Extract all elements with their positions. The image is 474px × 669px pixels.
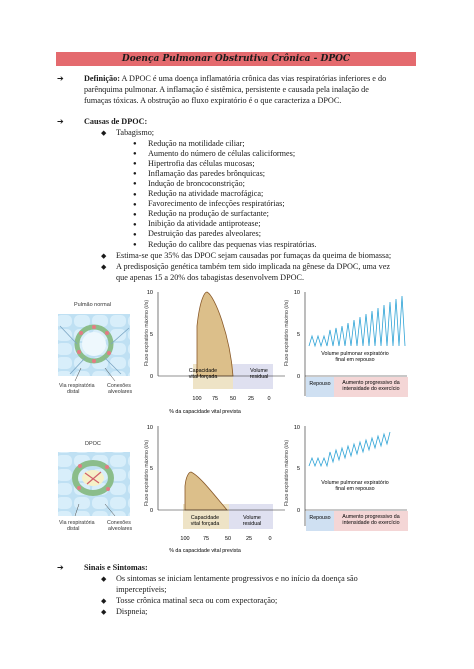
xtick: 50 <box>224 536 232 542</box>
label-capacidade-2: vital forçada <box>188 374 218 380</box>
diamond-bullet-icon: ◆ <box>101 575 107 583</box>
xtick: 0 <box>267 396 271 402</box>
label-volume-1: Volume <box>250 368 268 374</box>
figure-panel <box>55 286 417 556</box>
label-vol-final-2: final em repouso <box>335 357 375 363</box>
figure-svg <box>55 286 417 556</box>
label-via-1: Via respiratória <box>59 383 95 389</box>
tidal-volume-chart-normal <box>284 290 408 397</box>
xtick: 100 <box>180 536 190 542</box>
label-conexoes-2: alveolares <box>108 526 133 532</box>
causa-item: Hipertrofia das células mucosas; <box>148 158 255 168</box>
sinais-tosse: Tosse crônica matinal seca ou com expectoração; <box>116 596 278 605</box>
causa-item: Inibição da atividade antiprotease; <box>148 219 261 229</box>
xlabel: % da capacidade vital prevista <box>169 548 241 554</box>
dot-bullet-icon: ● <box>133 221 137 228</box>
lung-image-dpoc <box>58 452 130 516</box>
label-repouso: Repouso <box>309 381 331 387</box>
flow-volume-chart-normal <box>144 290 285 415</box>
label-dpoc: DPOC <box>85 441 101 447</box>
label-conexoes-2: alveolares <box>108 389 133 395</box>
arrow-bullet-icon: ➔ <box>57 117 64 126</box>
sinais-dispneia: Dispneia; <box>116 607 148 616</box>
label-via-1: Via respiratória <box>59 520 95 526</box>
xtick: 0 <box>268 536 272 542</box>
ytick: 10 <box>146 425 153 431</box>
ytick: 5 <box>149 466 153 472</box>
ylabel: Fluxo expiratório máximo (ℓ/s) <box>144 439 150 506</box>
ylabel: Fluxo expiratório máximo (ℓ/s) <box>144 299 150 366</box>
title-banner <box>56 52 416 66</box>
dot-bullet-icon: ● <box>133 242 137 248</box>
dot-bullet-icon: ● <box>133 141 137 147</box>
ytick: 0 <box>149 508 153 514</box>
label-conexoes-1: Conexões <box>107 383 131 389</box>
definicao-text-1: A DPOC é uma doença inflamatória crônica das vias respiratórias inferiores e do <box>119 74 387 83</box>
causa-item: Redução na produção de surfactante; <box>148 209 269 219</box>
causa-genetica-2: que apenas 15 a 20% dos tabagistas desenvolvem DPOC. <box>116 273 305 282</box>
dot-bullet-icon: ● <box>133 191 137 198</box>
definicao-text-2: parênquima pulmonar. A inflamação é sistêmica, persistente e causada pela inalação de <box>84 85 369 94</box>
label-capacidade-1: Capacidade <box>188 368 218 374</box>
page-title: Doença Pulmonar Obstrutiva Crônica - DPOC <box>121 54 351 64</box>
ylabel: Fluxo expiratório máximo (ℓ/s) <box>284 299 290 366</box>
causa-item: Redução na atividade macrofágica; <box>148 189 264 198</box>
xtick: 75 <box>202 536 210 542</box>
dot-bullet-icon: ● <box>133 181 137 188</box>
causa-item: Aumento do número de células caliciformes; <box>148 148 296 158</box>
label-capacidade-1: Capacidade <box>190 515 220 521</box>
sinais-item-1a: Os sintomas se iniciam lentamente progressivos e no início da doença são <box>116 574 358 583</box>
label-conexoes-1: Conexões <box>107 520 131 526</box>
label-vol-final-1: Volume pulmonar expiratório <box>321 351 389 357</box>
definicao-text-3: fumaças tóxicas. A obstrução ao fluxo expiratório é o que caracteriza a DPOC. <box>84 96 342 105</box>
diamond-bullet-icon: ◆ <box>101 129 107 137</box>
lung-image-normal <box>58 314 130 381</box>
ytick: 0 <box>149 374 153 380</box>
ytick: 10 <box>293 425 300 431</box>
xlabel: % da capacidade vital prevista <box>169 409 241 415</box>
dot-bullet-icon: ● <box>133 231 137 238</box>
ytick: 5 <box>296 466 300 472</box>
causa-genetica-1: A predisposição genética também tem sido implicada na gênese da DPOC, uma vez <box>116 262 390 271</box>
label-aumento-2: intensidade do exercício <box>342 386 400 392</box>
diamond-bullet-icon: ◆ <box>101 608 107 616</box>
label-repouso: Repouso <box>309 515 331 521</box>
sinais-item-1b: imperceptíveis; <box>116 585 167 594</box>
label-aumento-1: Aumento progressivo da <box>342 514 400 520</box>
label-vol-final-2: final em repouso <box>335 486 375 492</box>
arrow-bullet-icon: ➔ <box>57 74 64 83</box>
ylabel: Fluxo expiratório máximo (ℓ/s) <box>284 439 290 506</box>
causa-item: Destruição das paredes alveolares; <box>148 229 261 239</box>
label-volume-2: residual <box>242 521 262 527</box>
causa-estimativa: Estima-se que 35% das DPOC sejam causadas por fumaças da queima de biomassa; <box>116 251 392 260</box>
ytick: 10 <box>293 290 300 296</box>
dot-bullet-icon: ● <box>133 171 137 178</box>
causa-item: Inflamação das paredes brônquicas; <box>148 168 266 178</box>
xtick: 100 <box>192 396 202 402</box>
diamond-bullet-icon: ◆ <box>101 252 107 260</box>
xtick: 25 <box>245 536 253 542</box>
flow-volume-chart-dpoc <box>144 425 285 554</box>
label-aumento-1: Aumento progressivo da <box>342 380 400 386</box>
xtick: 75 <box>211 396 219 402</box>
ytick: 5 <box>296 332 300 338</box>
ytick: 5 <box>149 332 153 338</box>
dot-bullet-icon: ● <box>133 161 137 168</box>
causa-tabagismo: Tabagismo; <box>116 128 155 137</box>
label-aumento-2: intensidade do exercício <box>342 520 400 526</box>
ytick: 10 <box>146 290 153 296</box>
label-vol-final-1: Volume pulmonar expiratório <box>321 480 389 486</box>
causa-item: Favorecimento de infecções respiratórias; <box>148 199 285 209</box>
causa-item: Redução na motilidade ciliar; <box>148 138 245 148</box>
label-via-2: distal <box>67 526 80 532</box>
definicao-label: Definição: <box>84 74 120 83</box>
diamond-bullet-icon: ◆ <box>101 597 107 605</box>
label-capacidade-2: vital forçada <box>190 521 220 527</box>
label-volume-1: Volume <box>243 515 261 521</box>
dot-bullet-icon: ● <box>133 211 137 218</box>
xtick: 25 <box>247 396 255 402</box>
causa-item: Indução de broncoconstrição; <box>148 178 245 188</box>
causa-item: Redução do calibre das pequenas vias respiratórias. <box>148 239 317 249</box>
dot-bullet-icon: ● <box>133 201 137 208</box>
diamond-bullet-icon: ◆ <box>101 263 107 271</box>
causas-heading: Causas de DPOC: <box>84 117 148 126</box>
dot-bullet-icon: ● <box>133 151 137 158</box>
tidal-volume-chart-dpoc <box>284 425 408 531</box>
label-pulmao-normal: Pulmão normal <box>74 302 111 308</box>
ytick: 0 <box>296 374 300 380</box>
arrow-bullet-icon: ➔ <box>57 563 64 572</box>
sinais-heading: Sinais e Sintomas: <box>84 563 148 572</box>
label-volume-2: residual <box>249 374 269 380</box>
definicao-line1 <box>84 74 386 85</box>
label-via-2: distal <box>67 389 80 395</box>
ytick: 0 <box>296 508 300 514</box>
xtick: 50 <box>229 396 237 402</box>
